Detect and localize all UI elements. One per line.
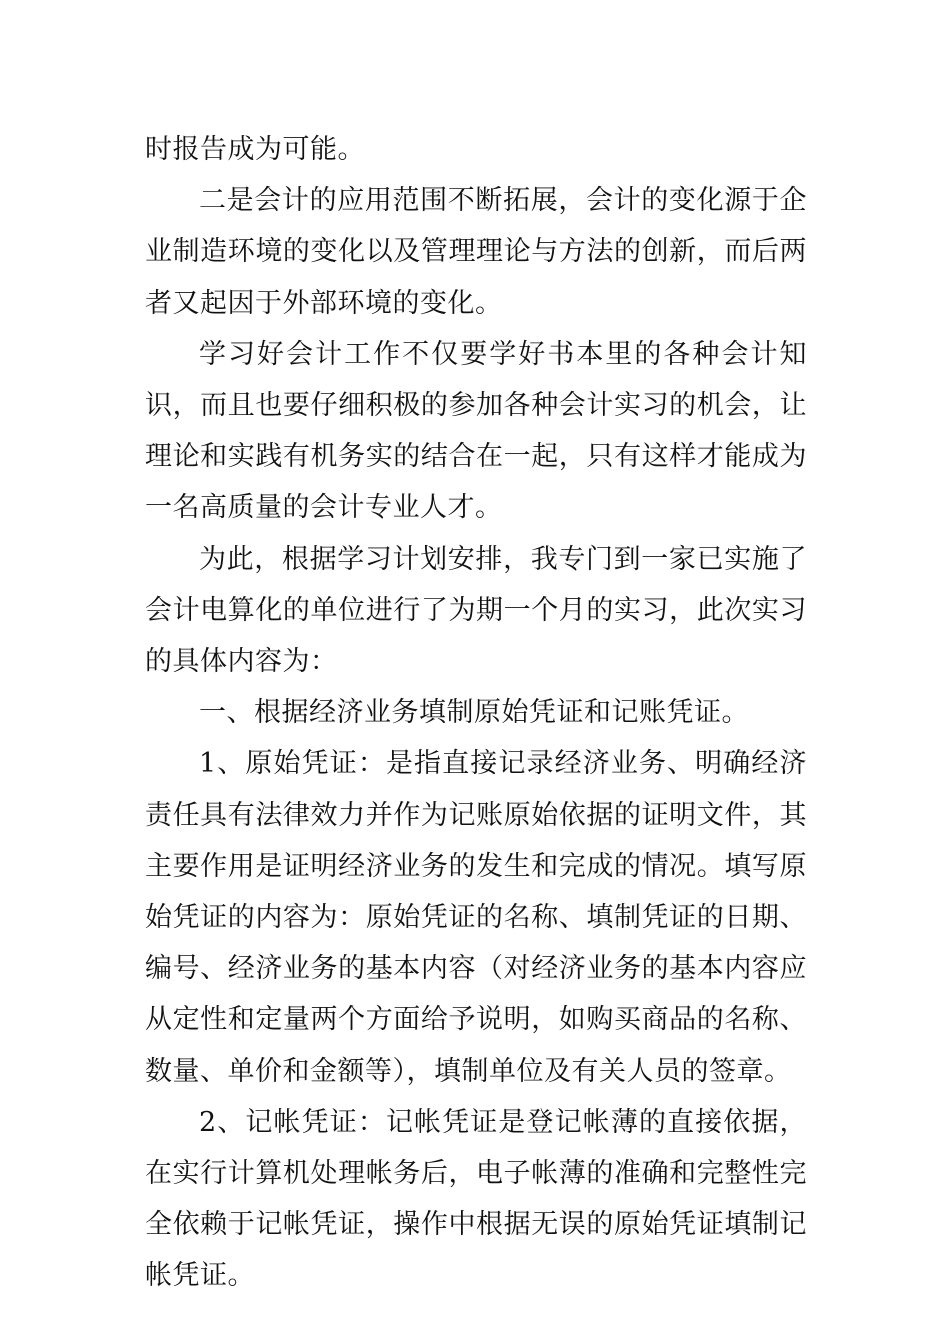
document-body — [145, 124, 807, 1302]
paragraph-internship-plan: 为此，根据学习计划安排，我专门到一家已实施了会计电算化的单位进行了为期一个月的实习，此次实习的具体内容为： — [145, 543, 807, 678]
section-heading-1: 一、根据经济业务填制原始凭证和记账凭证。 — [199, 697, 749, 729]
paragraph-application-scope: 二是会计的应用范围不断拓展，会计的变化源于企业制造环境的变化以及管理理论与方法的创新，而后两者又起因于外部环境的变化。 — [145, 185, 807, 319]
paragraph-learning: 学习好会计工作不仅要学好书本里的各种会计知识，而且也要仔细积极的参加各种会计实习的机会，让理论和实践有机务实的结合在一起，只有这样才能成为一名高质量的会计专业人才。 — [145, 338, 807, 524]
paragraph-accounting-voucher: 2、记帐凭证：记帐凭证是登记帐薄的直接依据，在实行计算机处理帐务后，电子帐薄的准确和完整性完全依赖于记帐凭证，操作中根据无误的原始凭证填制记帐凭证。 — [145, 1106, 807, 1292]
paragraph-original-voucher: 1、原始凭证：是指直接记录经济业务、明确经济责任具有法律效力并作为记账原始依据的证明文件，其主要作用是证明经济业务的发生和完成的情况。填写原始凭证的内容为：原始凭证的名称、填制凭证的日期、编号、经济业务的基本内容（对经济业务的基本内容应从定性和定量两个方面给予说明，如购买商品的名称、数量、单价和金额等），填制单位及有关人员的签章。 — [145, 748, 807, 1087]
paragraph-continuation: 时报告成为可能。 — [145, 134, 365, 165]
